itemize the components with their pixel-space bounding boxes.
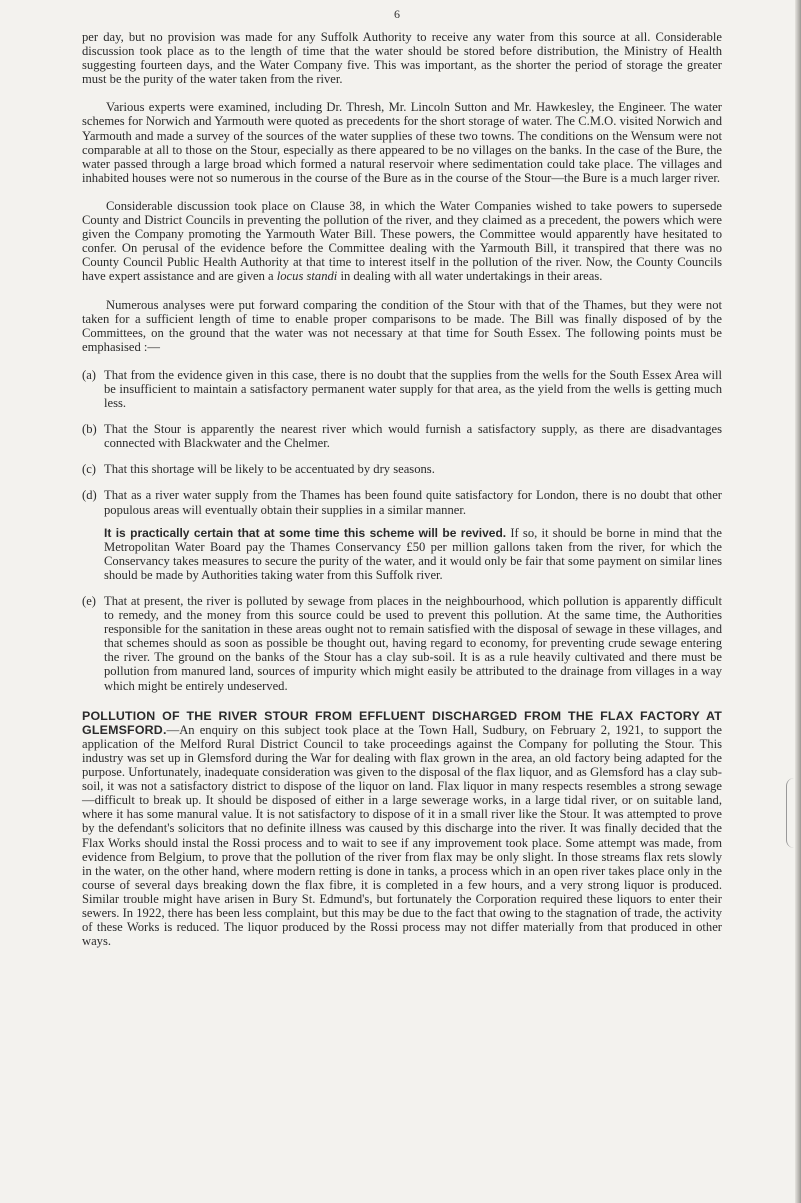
point-marker: (e) [82,594,96,608]
paragraph-experts: Various experts were examined, including Dr. Thresh, Mr. Lincoln Sutton and Mr. Hawkesley, the Engineer. The water schemes for Norwich and Yarmouth were quoted as precedents for the short storage of water. The C.M.O. visited Norwich and Yarmouth and made a survey of the sources of the water supplies of these two towns. The conditions on the Wensum were not comparable at all to those on the Stour, especially as there appeared to be no villages on the banks. In the case of the Bure, the water passed through a large broad which formed a natural reservoir where sedimentation could take place. The villages and inhabited houses were not so numerous in the course of the Bure as in the course of the Stour—the Bure is a much larger river. [82,100,722,185]
locus-standi-text: locus standi [276,269,338,284]
list-item-e [82,594,722,693]
paragraph-clause-38-end: in dealing with all water undertakings in their areas. [337,269,603,284]
paragraph-storage: per day, but no provision was made for any Suffolk Authority to receive any water from this source at all. Considerable discussion took place as to the length of time that the water should be stored before distribution, the Ministry of Health suggesting fourteen days, and the Water Company five. This was important, as the shorter the period of storage the greater must be the purity of the water taken from the river. [82,30,722,87]
list-item-d [82,488,722,516]
binding-mark [786,778,799,848]
list-item-c [82,462,722,476]
section-flax-pollution [82,709,722,949]
points-list-continued [82,594,722,693]
point-marker: (d) [82,488,97,503]
page-edge [795,0,801,1203]
point-d-followup-text: If so, it should be borne in mind that the Metropolitan Water Board pay the Thames Conservancy £50 per million gallons taken from the river, for which the Conservancy takes measures to secure the purity of the water, and it would only be fair that some payment on similar lines should be made by Authorities taking water from this Suffolk river. [104,525,722,582]
point-text: That from the evidence given in this case, there is no doubt that the supplies from the wells for the South Essex Area will be insufficient to maintain a satisfactory permanent water supply for that area, as the yield from the wells is getting much less. [104,367,722,411]
list-item-b [82,422,722,450]
section-heading: POLLUTION OF THE RIVER STOUR FROM EFFLUENT DISCHARGED FROM THE FLAX FACTORY AT GLEMSFORD. [82,708,722,737]
point-text: That the Stour is apparently the nearest river which would furnish a satisfactory supply, as there are disadvantages connected with Blackwater and the Chelmer. [104,422,722,451]
revival-statement: It is practically certain that at some time this scheme will be revived. [104,525,507,540]
point-marker: (a) [82,367,96,382]
list-item-a [82,368,722,410]
section-text: —An enquiry on this subject took place at the Town Hall, Sudbury, on February 2, 1921, to support the application of the Melford Rural District Council to take proceedings against the Company for polluting the Stour. This industry was set up in Glemsford during the War for dealing with flax grown in the area, an old factory being adapted for the purpose. Unfortunately, inadequate consideration was given to the disposal of the flax liquor, and as Glemsford has a clay sub-soil, it was not a satisfactory district to dispose of the liquor on land. Flax liquor in many respects resembles a strong sewage—difficult to break up. It should be disposed of either in a large sewerage works, in a large tidal river, or on suitable land, where it has some manural value. It is not satisfactory to dispose of it in a small river like the Stour. It was attempted to prove by the defendant's solicitors that no definite illness was caused by this discharge into the river. It was finally decided that the Flax Works should instal the Rossi process and to wait to see if any improvement took place. Some attempt was made, from evidence from Belgium, to prove that the pollution of the river from flax may be only slight. In those streams flax rets slowly in the water, on the other hand, where modern retting is done in tanks, a process which in an open river takes place only in the course of several days breaking down the flax fibre, it is completed in a few hours, and a very strong liquor is produced. Similar trouble might have arisen in Bury St. Edmund's, but fortunately the Corporation required these liquors to enter their sewers. In 1922, there has been less complaint, but this may be due to the fact that owing to the stagnation of trade, the activity of these Works is reduced. The liquor produced by the Rossi process may not differ materially from that produced in other ways. [82,722,722,949]
paragraph-clause-38-text: Considerable discussion took place on Clause 38, in which the Water Companies wished to take powers to supersede County and District Councils in preventing the pollution of the river, and they claimed as a precedent, the powers which were given the Company promoting the Yarmouth Water Bill. These powers, the Committee would apparently have hesitated to confer. On perusal of the evidence before the Committee dealing with the Yarmouth Bill, it transpired that there was no County Council Public Health Authority at that time to interest itself in the pollution of the river. Now, the County Councils have expert assistance and are given a [82,198,722,284]
point-text: That as a river water supply from the Thames has been found quite satisfactory for London, there is no doubt that other populous areas will eventually obtain their supplies in a similar manner. [104,488,722,517]
point-text: That this shortage will be likely to be accentuated by dry seasons. [104,462,435,477]
point-text: That at present, the river is polluted by sewage from places in the neighbourhood, which pollution is apparently difficult to remedy, and the money from this source could be used to prevent this pollution. At the same time, the Authorities responsible for the sanitation in these areas ought not to remain satisfied with the disposal of sewage in these villages, and that schemes should as soon as possible be thought out, having regard to economy, for preventing crude sewage entering the river. The ground on the banks of the Stour has a clay sub-soil. It is as a rule heavily cultivated and there must be pollution from manured land, sources of impurity which might easily be attributed to the drainage from villages in a way which might be entirely undeserved. [104,594,722,693]
page-number: 6 [394,7,400,21]
point-marker: (b) [82,422,97,437]
point-d-followup [104,526,722,582]
point-marker: (c) [82,462,96,477]
points-list [82,368,722,517]
document-body [82,30,722,948]
paragraph-clause-38 [82,199,722,284]
paragraph-analyses: Numerous analyses were put forward comparing the condition of the Stour with that of the Thames, but they were not taken for a sufficient length of time to enable proper comparisons to be made. The Bill was finally disposed of by the Committees, on the ground that the water was not necessary at that time for South Essex. The following points must be emphasised :— [82,297,722,354]
